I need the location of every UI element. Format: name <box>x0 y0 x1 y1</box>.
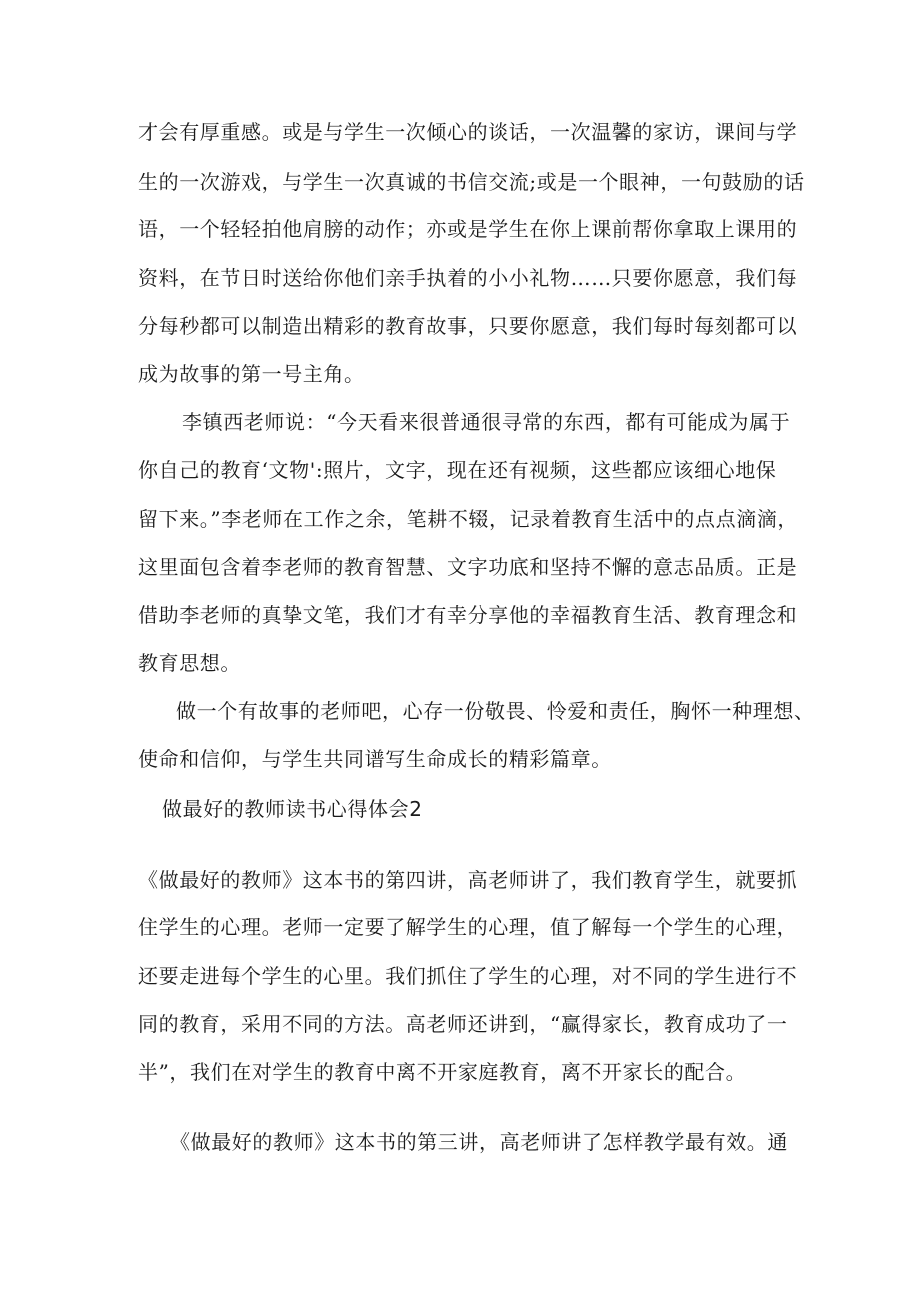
paragraph-line: 还要走进每个学生的心里。我们抓住了学生的心理，对不同的学生进行不 <box>138 964 798 988</box>
paragraph-line: 分每秒都可以制造出精彩的教育故事，只要你愿意，我们每时每刻都可以 <box>138 314 798 338</box>
paragraph-line: 半”，我们在对学生的教育中离不开家庭教育，离不开家长的配合。 <box>138 1060 747 1084</box>
paragraph-line: 这里面包含着李老师的教育智慧、文字功底和坚持不懈的意志品质。正是 <box>138 555 798 579</box>
paragraph-line: 才会有厚重感。或是与学生一次倾心的谈话，一次温馨的家访，课间与学 <box>138 120 798 144</box>
paragraph-line: 教育思想。 <box>138 651 241 675</box>
paragraph-line: 成为故事的第一号主角。 <box>138 362 365 386</box>
paragraph-line: 做一个有故事的老师吧，心存一份敬畏、怜爱和责任，胸怀一种理想、 <box>176 699 815 723</box>
paragraph-line: 《做最好的教师》这本书的第四讲，高老师讲了，我们教育学生，就要抓 <box>138 868 798 892</box>
paragraph-line: 《做最好的教师》这本书的第三讲，高老师讲了怎样教学最有效。通 <box>170 1130 788 1154</box>
paragraph-line: 同的教育，采用不同的方法。高老师还讲到，“赢得家长，教育成功了一 <box>138 1012 788 1036</box>
paragraph-line: 生的一次游戏，与学生一次真诚的书信交流;或是一个眼神，一句鼓励的话 <box>138 170 805 194</box>
paragraph-line: 资料，在节日时送给你他们亲手执着的小小礼物……只要你愿意，我们每 <box>138 266 798 290</box>
paragraph-line: 李镇西老师说：“今天看来很普通很寻常的东西，都有可能成为属于 <box>182 410 791 434</box>
paragraph-line: 你自己的教育‘文物':照片，文字，现在还有视频，这些都应该细心地保 <box>138 458 777 482</box>
paragraph-line: 语，一个轻轻拍他肩膀的动作；亦或是学生在你上课前帮你拿取上课用的 <box>138 217 798 241</box>
paragraph-line: 使命和信仰，与学生共同谱写生命成长的精彩篇章。 <box>138 747 612 771</box>
paragraph-line: 留下来。”李老师在工作之余，笔耕不辍，记录着教育生活中的点点滴滴， <box>138 507 799 531</box>
paragraph-line: 住学生的心理。老师一定要了解学生的心理，值了解每一个学生的心理， <box>138 915 798 939</box>
paragraph-line: 借助李老师的真挚文笔，我们才有幸分享他的幸福教育生活、教育理念和 <box>138 603 798 627</box>
section-heading: 做最好的教师读书心得体会2 <box>162 797 423 821</box>
